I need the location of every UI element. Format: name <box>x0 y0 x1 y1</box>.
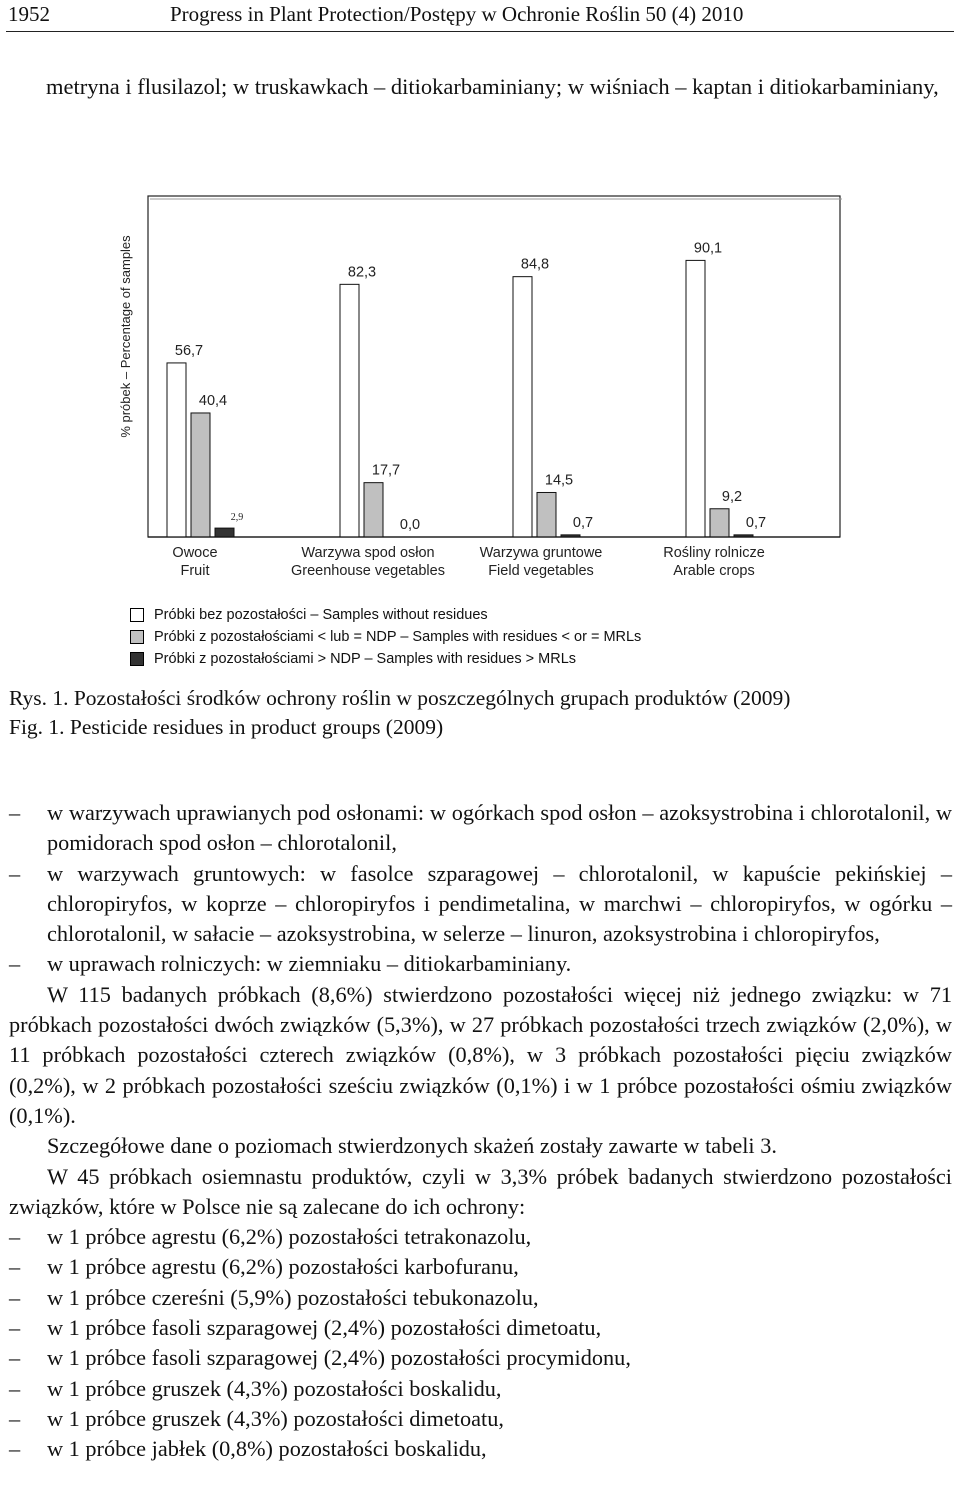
list-dash: – <box>9 1405 21 1431</box>
list-item-text: w 1 próbce fasoli szparagowej (2,4%) pozostałości dimetoatu, <box>47 1315 602 1341</box>
list-item-text: w 1 próbce jabłek (0,8%) pozostałości boskalidu, <box>47 1436 487 1462</box>
intro-paragraph: metryna i flusilazol; w truskawkach – ditiokarbaminiany; w wiśniach – kaptan i ditiokarbaminiany, <box>46 74 939 99</box>
bar <box>710 509 729 537</box>
list-dash: – <box>9 1284 21 1310</box>
list-item-text: w uprawach rolniczych: w ziemniaku – ditiokarbaminiany. <box>47 951 572 977</box>
legend-label: Próbki z pozostałościami > NDP – Samples with residues > MRLs <box>154 651 577 667</box>
list-item <box>9 1252 952 1282</box>
body-text <box>9 798 952 1465</box>
legend-label: Próbki z pozostałościami < lub = NDP – Samples with residues < or = MRLs <box>154 629 642 645</box>
bar <box>686 260 705 537</box>
legend-swatch <box>130 608 144 622</box>
residues-bar-chart <box>100 190 860 590</box>
category-label-en: Fruit <box>180 563 210 579</box>
category-label-en: Arable crops <box>673 563 755 579</box>
data-label: 14,5 <box>544 472 574 489</box>
list-item-text: w 1 próbce agrestu (6,2%) pozostałości tetrakonazolu, <box>47 1224 532 1250</box>
category-label-pl: Owoce <box>172 545 218 561</box>
list-item <box>9 949 952 979</box>
paragraph: W 45 próbkach osiemnastu produktów, czyli w 3,3% próbek badanych stwierdzono pozostałości związków, które w Polsce nie są zalecane do ich ochrony: <box>9 1163 952 1219</box>
legend-swatch <box>130 630 144 644</box>
category-label-pl: Rośliny rolnicze <box>663 545 765 561</box>
list-item <box>9 1313 952 1343</box>
list-item <box>9 1404 952 1434</box>
list-dash: – <box>9 1254 21 1280</box>
category-label-pl: Warzywa spod osłon <box>301 545 435 561</box>
bar <box>513 277 532 537</box>
header-rule <box>6 31 954 32</box>
data-label: 17,7 <box>371 462 401 479</box>
data-label: 9,2 <box>721 488 743 505</box>
legend-swatch <box>130 652 144 666</box>
list-dash: – <box>9 1224 21 1250</box>
list-item-text: w 1 próbce gruszek (4,3%) pozostałości boskalidu, <box>47 1375 502 1401</box>
bar <box>364 483 383 537</box>
list-item-text: w 1 próbce agrestu (6,2%) pozostałości karbofuranu, <box>47 1254 519 1280</box>
list-item <box>9 1283 952 1313</box>
data-label: 82,3 <box>347 264 377 281</box>
category-label-en: Field vegetables <box>488 563 594 579</box>
data-label: 0,7 <box>745 514 767 531</box>
list-dash: – <box>9 860 21 886</box>
legend-label: Próbki bez pozostałości – Samples without residues <box>154 607 488 623</box>
data-label: 0,0 <box>399 517 421 533</box>
bar <box>167 363 186 537</box>
journal-title: Progress in Plant Protection/Postępy w Ochronie Roślin 50 (4) 2010 <box>170 2 744 26</box>
list-dash: – <box>9 1315 21 1341</box>
paragraph: W 115 badanych próbkach (8,6%) stwierdzono pozostałości więcej niż jednego związku: w 71 próbkach pozostałości dwóch związków (5,3%), w 27 próbkach pozostałości trzech związków (2,0%), w 11 próbkach pozostałości czterech związków (0,8%), w 3 próbkach pozostałości pięciu związków (0,2%), w 2 próbkach pozostałości sześciu związków (0,1%) i w 1 próbce pozostałości ośmiu związków (0,1%). <box>9 981 952 1128</box>
list-dash: – <box>9 800 21 825</box>
bar <box>215 528 234 537</box>
list-item-text: w warzywach gruntowych: w fasolce szparagowej – chlorotalonil, w kapuście pekińskiej – chloropiryfos, w koprze – chloropiryfos i pendimetalina, w marchwi – chloropiryfos, w ogórku – chlorotalonil, w sałacie – azoksystrobina, w selerze – linuron, azoksystrobina i chloropiryfos, <box>47 860 952 947</box>
data-label: 40,4 <box>198 392 228 409</box>
list-dash: – <box>9 1375 21 1401</box>
data-label: 84,8 <box>520 256 550 273</box>
data-label: 56,7 <box>174 342 204 359</box>
plot-frame <box>148 196 840 537</box>
data-label: 90,1 <box>693 240 723 257</box>
page-header <box>0 0 960 32</box>
category-label-en: Greenhouse vegetables <box>291 563 445 579</box>
list-item <box>9 1374 952 1404</box>
list-dash: – <box>9 1345 21 1371</box>
figure-caption-pl: Rys. 1. Pozostałości środków ochrony roślin w poszczególnych grupach produktów (2009) <box>9 686 791 710</box>
bar <box>537 492 556 537</box>
category-label-pl: Warzywa gruntowe <box>479 545 603 561</box>
list-item-text: w 1 próbce gruszek (4,3%) pozostałości dimetoatu, <box>47 1405 504 1431</box>
data-label: 2,9 <box>230 512 244 524</box>
y-axis-label: % próbek – Percentage of samples <box>118 235 133 438</box>
paragraph: Szczegółowe dane o poziomach stwierdzonych skażeń zostały zawarte w tabeli 3. <box>47 1133 777 1159</box>
list-item-text: w 1 próbce czereśni (5,9%) pozostałości tebukonazolu, <box>47 1284 539 1310</box>
list-dash: – <box>9 951 21 977</box>
list-item <box>9 1434 952 1464</box>
list-item-text: w warzywach uprawianych pod osłonami: w ogórkach spod osłon – azoksystrobina i chlorotalonil, w pomidorach spod osłon – chlorotalonil, <box>47 800 952 856</box>
bar <box>191 413 210 537</box>
list-item-text: w 1 próbce fasoli szparagowej (2,4%) pozostałości procymidonu, <box>47 1345 631 1371</box>
figure-caption-en: Fig. 1. Pesticide residues in product groups (2009) <box>9 715 444 739</box>
page-number: 1952 <box>8 2 50 26</box>
list-item <box>9 798 952 859</box>
bar <box>340 284 359 537</box>
list-dash: – <box>9 1436 21 1462</box>
list-item <box>9 859 952 950</box>
data-label: 0,7 <box>572 514 594 531</box>
list-item <box>9 1222 952 1252</box>
list-item <box>9 1343 952 1373</box>
